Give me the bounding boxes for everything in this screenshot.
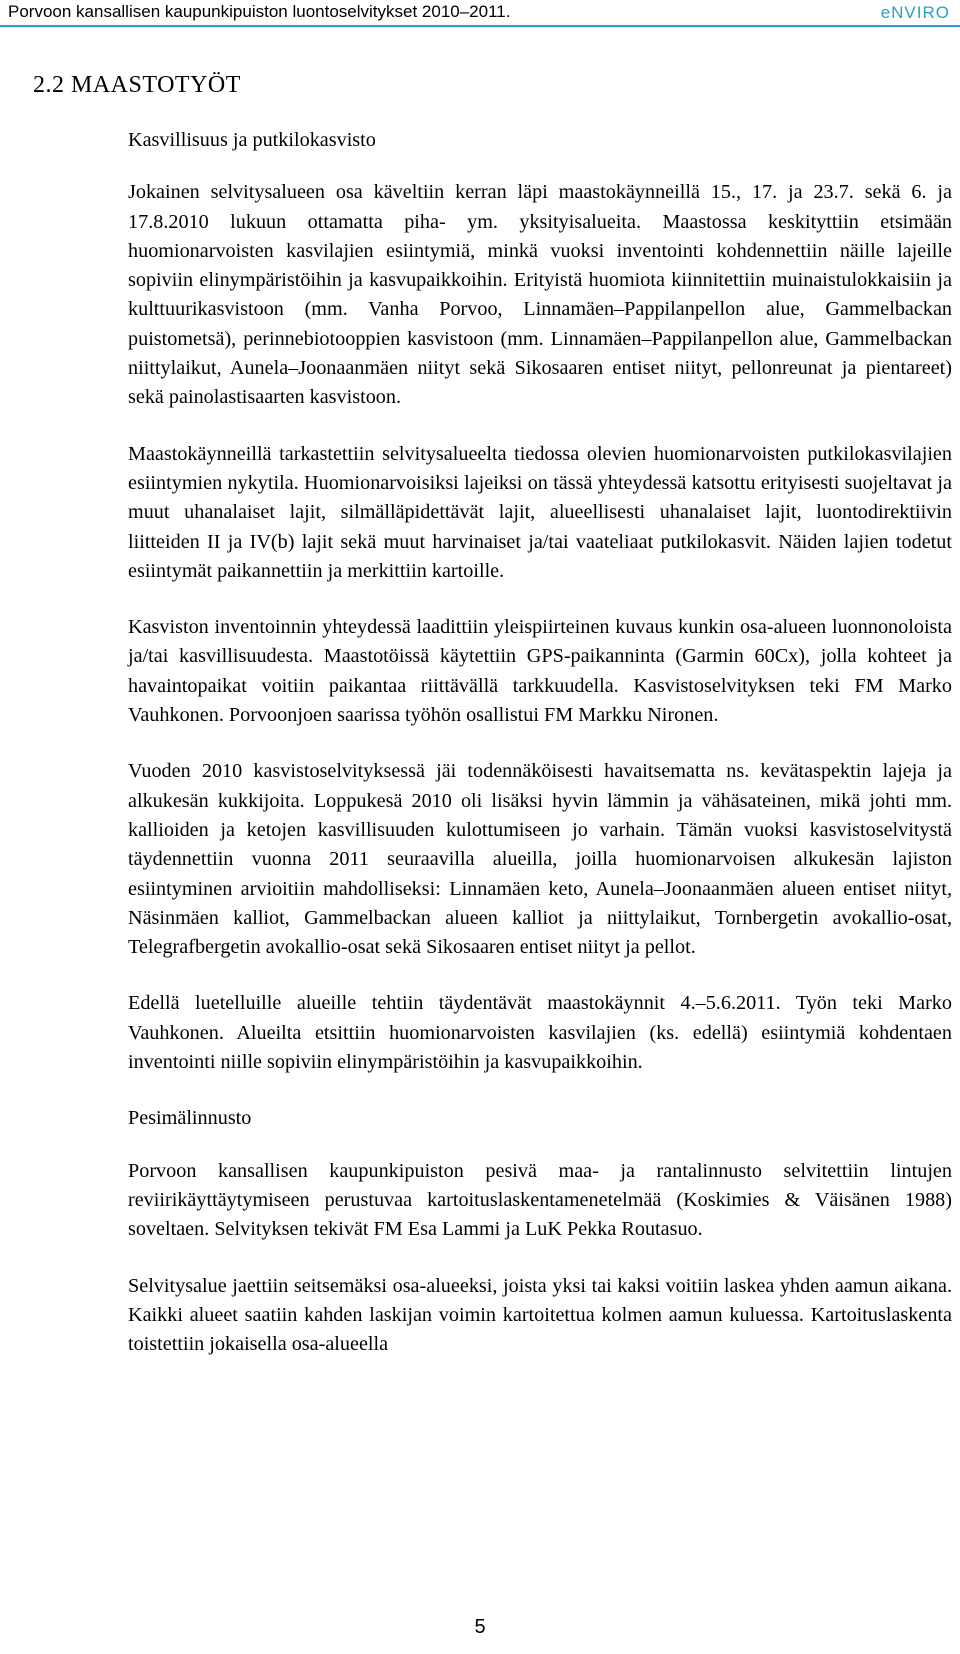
- paragraph: Jokainen selvitysalueen osa käveltiin kerran läpi maastokäynneillä 15., 17. ja 23.7. sekä 6. ja 17.8.2010 lukuun ottamatta piha- ym. yksityisalueita. Maastossa keskityttiin etsimään huomionarvoisten kasvilajien esiintymiä, minkä vuoksi inventointi kohdennettiin näille lajeille sopiviin elinympäristöihin ja kasvupaikkoihin. Erityistä huomiota kiinnitettiin muinaistulokkaisiin ja kulttuurikasvistoon (mm. Vanha Porvoo, Linnamäen–Pappilanpellon alue, Gammelbackan puistometsä), perinnebiotooppien kasvistoon (mm. Linnamäen–Pappilanpellon alue, Gammelbackan niittylaikut, Aunela–Joonaanmäen niityt sekä Sikosaaren entiset niityt, pellonreunat ja pientareet) sekä painolastisaarten kasvistoon.: [128, 181, 952, 409]
- paragraph: Selvitysalue jaettiin seitsemäksi osa-alueeksi, joista yksi tai kaksi voitiin laskea yhden aamun aikana. Kaikki alueet saatiin kahden laskijan voimin kartoitettua kolmen aamun kuluessa. Kartoituslaskenta toistettiin jokaisella osa-alueella: [128, 1274, 952, 1356]
- header-divider: [0, 25, 960, 27]
- paragraph: Vuoden 2010 kasvistoselvityksessä jäi todennäköisesti havaitsematta ns. kevätaspektin lajeja ja alkukesän kukkijoita. Loppukesä 2010 oli lisäksi hyvin lämmin ja vähäsateinen, mikä johti mm. kallioiden ja ketojen kasvillisuuden kulottumiseen jo varhain. Tämän vuoksi kasvistoselvitystä täydennettiin vuonna 2011 seuraavilla alueilla, joilla huomionarvoisen alkukesän lajiston esiintyminen arvioitiin mahdolliseksi: Linnamäen keto, Aunela–Joonaanmäen alueen entiset niityt, Näsinmäen kalliot, Gammelbackan alueen kalliot ja niittylaikut, Tornbergetin avokallio-osat, Telegrafbergetin avokallio-osat sekä Sikosaaren entiset niityt ja pellot.: [128, 760, 952, 959]
- enviro-logo: eNVIRO: [880, 3, 950, 22]
- paragraph: Maastokäynneillä tarkastettiin selvitysalueelta tiedossa olevien huomionarvoisten putkilokasvilajien esiintymien nykytila. Huomionarvoisiksi lajeiksi on tässä yhteydessä katsottu erityisesti suojeltavat ja muut uhanalaiset lajit, silmälläpidettävät lajit, alueellisesti uhanalaiset lajit, luontodirektiivin liitteiden II ja IV(b) lajit sekä muut harvinaiset ja/tai vaateliaat putkilokasvit. Näiden lajien todetut esiintymät paikannettiin ja merkittiin kartoille.: [128, 442, 952, 582]
- page-header: [0, 0, 960, 30]
- paragraph: Porvoon kansallisen kaupunkipuiston pesivä maa- ja rantalinnusto selvitettiin lintujen reviirikäyttäytymiseen perustuvaa kartoituslaskentamenetelmää (Koskimies & Väisänen 1988) soveltaen. Selvityksen tekivät FM Esa Lammi ja LuK Pekka Routasuo.: [128, 1159, 952, 1241]
- paragraph: Kasviston inventoinnin yhteydessä laadittiin yleispiirteinen kuvaus kunkin osa-alueen luonnonoloista ja/tai kasvillisuudesta. Maastotöissä käytettiin GPS-paikanninta (Garmin 60Cx), jolla kohteet ja havaintopaikat voitiin paikantaa riittävällä tarkkuudella. Kasvistoselvityksen teki FM Marko Vauhkonen. Porvoonjoen saarissa työhön osallistui FM Markku Nironen.: [128, 616, 952, 727]
- document-title: Porvoon kansallisen kaupunkipuiston luontoselvitykset 2010–2011.: [8, 2, 511, 21]
- subheading-kasvillisuus: Kasvillisuus ja putkilokasvisto: [128, 129, 376, 151]
- page-number: 5: [474, 1616, 486, 1638]
- section-heading: 2.2 MAASTOTYÖT: [33, 72, 241, 98]
- body-text: [128, 126, 952, 1386]
- subheading-pesimalinnusto: Pesimälinnusto: [128, 1107, 252, 1130]
- paragraph: Edellä luetelluille alueille tehtiin täydentävät maastokäynnit 4.–5.6.2011. Työn teki Marko Vauhkonen. Alueilta etsittiin huomionarvoisten kasvilajien (ks. edellä) esiintymiä kohdentaen inventointi niille sopiviin elinympäristöihin ja kasvupaikkoihin.: [128, 992, 952, 1074]
